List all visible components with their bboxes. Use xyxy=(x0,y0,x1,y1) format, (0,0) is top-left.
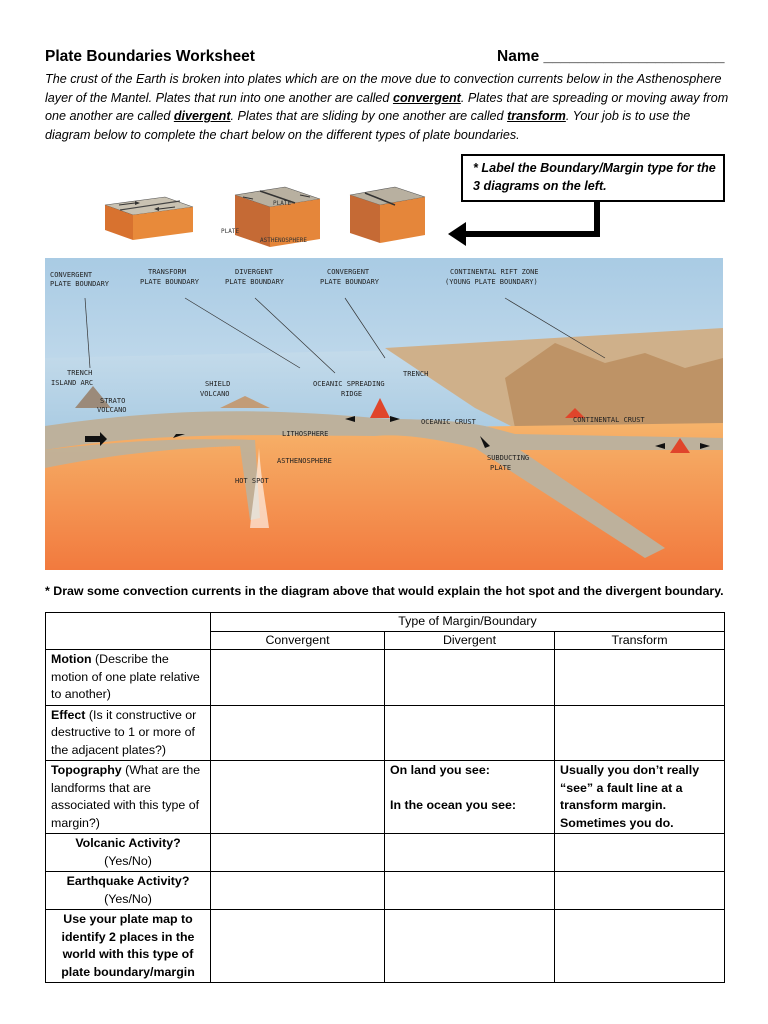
label-subducting-b: PLATE xyxy=(490,464,512,472)
label-shield-b: VOLCANO xyxy=(200,390,230,398)
cell-volcanic-convergent[interactable] xyxy=(211,834,385,872)
plate-boundary-chart xyxy=(45,612,725,983)
label-ridge-a: OCEANIC SPREADING xyxy=(313,380,385,388)
cell-motion-divergent[interactable] xyxy=(385,650,555,706)
table-row xyxy=(46,910,725,983)
label-strato-a: STRATO xyxy=(100,397,126,405)
name-field[interactable]: Name _____________________ xyxy=(497,48,725,65)
row-label-places: Use your plate map to identify 2 places in the world with this type of plate boundary/margin xyxy=(46,910,211,983)
keyword-convergent: convergent xyxy=(392,90,461,105)
label-continental-crust: CONTINENTAL CRUST xyxy=(573,416,645,424)
label-instructions-box: * Label the Boundary/Margin type for the 3 diagrams on the left. xyxy=(461,154,725,202)
label-island-arc: ISLAND ARC xyxy=(51,379,94,387)
block-label-plate-a: PLATE xyxy=(221,228,240,235)
cell-topography-divergent[interactable]: On land you see: In the ocean you see: xyxy=(385,761,555,834)
table-row xyxy=(46,872,725,910)
block-diagram-transform[interactable] xyxy=(105,197,193,240)
table-row xyxy=(46,834,725,872)
label-subducting-a: SUBDUCTING xyxy=(487,454,530,462)
label-strato-b: VOLCANO xyxy=(97,406,127,414)
label-lithosphere: LITHOSPHERE xyxy=(282,430,329,438)
block-diagrams xyxy=(95,185,615,255)
cell-volcanic-divergent[interactable] xyxy=(385,834,555,872)
cell-effect-convergent[interactable] xyxy=(211,705,385,761)
cell-earthquake-convergent[interactable] xyxy=(211,872,385,910)
table-row xyxy=(46,705,725,761)
table-row xyxy=(46,761,725,834)
intro-text-2: . Plates that are spreading or moving away from one another are called xyxy=(45,90,729,124)
row-label-topography: Topography (What are the landforms that are associated with this type of margin?) xyxy=(46,761,211,834)
cell-motion-transform[interactable] xyxy=(555,650,725,706)
row-label-effect: Effect (Is it constructive or destructive to 1 or more of the adjacent plates?) xyxy=(46,705,211,761)
column-header-convergent: Convergent xyxy=(211,631,385,650)
intro-text-4: . Your job is to use the diagram below to complete the chart below on the different types of plate boundaries. xyxy=(45,109,691,142)
label-transform-a: TRANSFORM xyxy=(148,268,186,276)
cell-places-transform[interactable] xyxy=(555,910,725,983)
keyword-divergent: divergent xyxy=(173,109,231,124)
cell-effect-divergent[interactable] xyxy=(385,705,555,761)
cell-topography-convergent[interactable] xyxy=(211,761,385,834)
label-convergent-2-a: CONVERGENT xyxy=(327,268,370,276)
block-label-plate-b: PLATE xyxy=(273,200,292,207)
cell-earthquake-transform[interactable] xyxy=(555,872,725,910)
keyword-transform: transform xyxy=(507,109,566,124)
row-label-earthquake: Earthquake Activity? (Yes/No) xyxy=(46,872,211,910)
row-label-motion: Motion (Describe the motion of one plate relative to another) xyxy=(46,650,211,706)
cell-places-convergent[interactable] xyxy=(211,910,385,983)
column-header-transform: Transform xyxy=(555,631,725,650)
label-shield-a: SHIELD xyxy=(205,380,231,388)
worksheet-title: Plate Boundaries Worksheet xyxy=(45,48,255,65)
chart-corner-cell xyxy=(46,613,211,650)
label-asthenosphere: ASTHENOSPHERE xyxy=(277,457,332,465)
cell-earthquake-divergent[interactable] xyxy=(385,872,555,910)
plate-boundary-cross-section xyxy=(45,258,723,570)
label-trench-right: TRENCH xyxy=(403,370,429,378)
chart-group-header: Type of Margin/Boundary xyxy=(211,613,725,632)
label-oceanic-crust: OCEANIC CRUST xyxy=(421,418,476,426)
cell-volcanic-transform[interactable] xyxy=(555,834,725,872)
label-transform-b: PLATE BOUNDARY xyxy=(140,278,200,286)
row-label-volcanic: Volcanic Activity? (Yes/No) xyxy=(46,834,211,872)
label-convergent-2-b: PLATE BOUNDARY xyxy=(320,278,380,286)
label-convergent-1-a: CONVERGENT xyxy=(50,271,93,279)
intro-text-1: The crust of the Earth is broken into plates which are on the move due to convection currents below in the Asthenosphere layer of the Mantel. Plates that run into one another are called xyxy=(45,72,722,105)
cell-motion-convergent[interactable] xyxy=(211,650,385,706)
label-rift-a: CONTINENTAL RIFT ZONE xyxy=(450,268,539,276)
block-diagram-divergent[interactable] xyxy=(221,187,320,247)
intro-text-3: . Plates that are sliding by one another are called xyxy=(230,109,508,124)
label-divergent-a: DIVERGENT xyxy=(235,268,273,276)
table-row xyxy=(46,650,725,706)
intro-paragraph xyxy=(45,70,735,144)
label-convergent-1-b: PLATE BOUNDARY xyxy=(50,280,110,288)
block-label-asthenosphere: ASTHENOSPHERE xyxy=(260,237,307,244)
label-trench-left: TRENCH xyxy=(67,369,93,377)
label-hot-spot: HOT SPOT xyxy=(235,477,269,485)
label-divergent-b: PLATE BOUNDARY xyxy=(225,278,285,286)
label-rift-b: (YOUNG PLATE BOUNDARY) xyxy=(445,278,538,286)
block-diagram-convergent[interactable] xyxy=(350,187,425,243)
cell-effect-transform[interactable] xyxy=(555,705,725,761)
cell-topography-transform[interactable]: Usually you don’t really “see” a fault line at a transform margin. Sometimes you do. xyxy=(555,761,725,834)
label-ridge-b: RIDGE xyxy=(341,390,363,398)
cell-places-divergent[interactable] xyxy=(385,910,555,983)
convection-instruction: * Draw some convection currents in the diagram above that would explain the hot spot and the divergent boundary. xyxy=(45,584,724,598)
column-header-divergent: Divergent xyxy=(385,631,555,650)
